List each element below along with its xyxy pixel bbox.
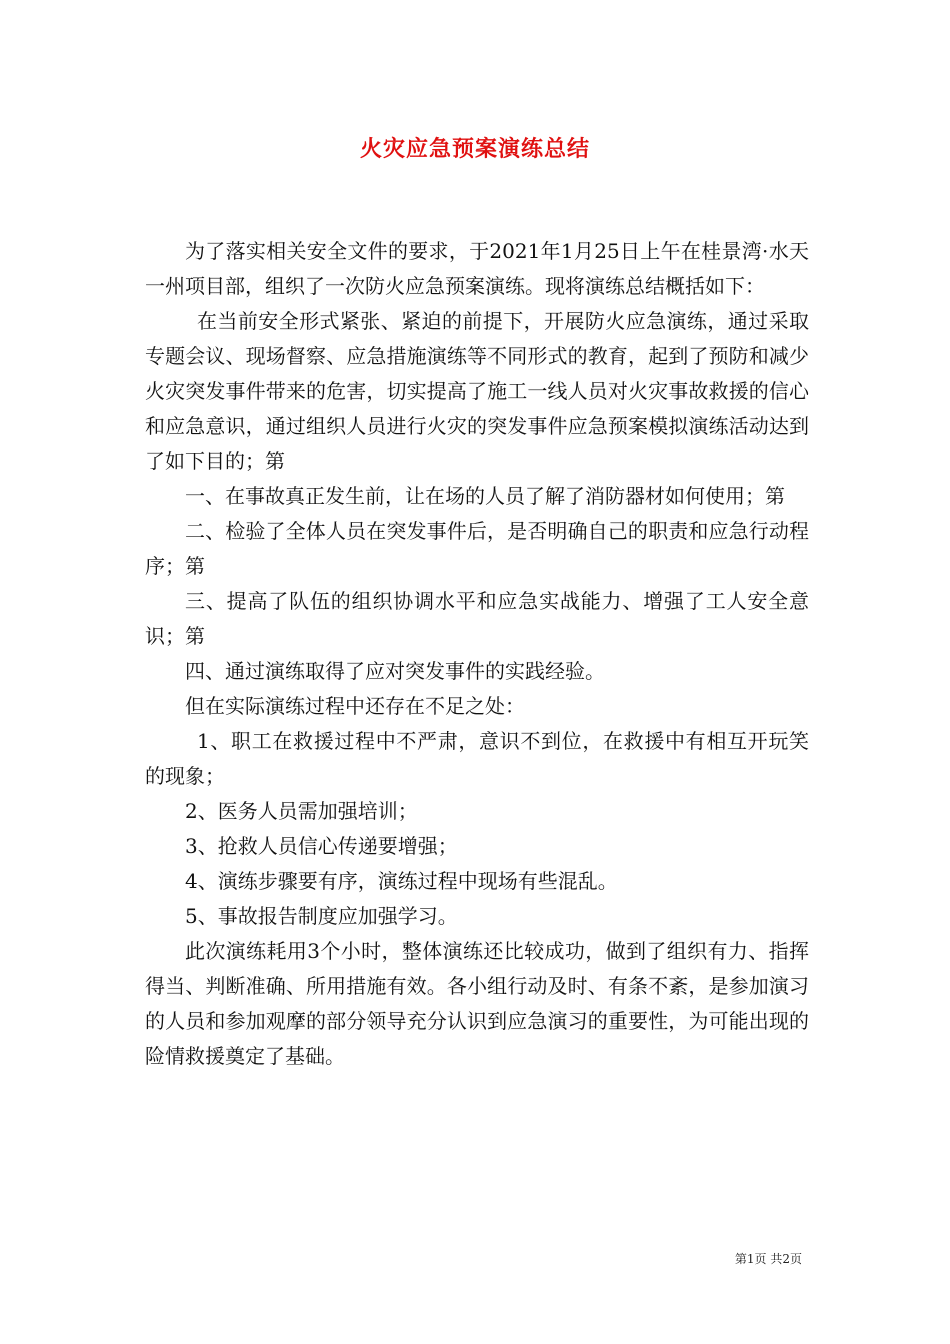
paragraph-goal-3: 三、提高了队伍的组织协调水平和应急实战能力、增强了工人安全意识；第 [145, 589, 809, 648]
paragraph-shortcoming-2: 2、医务人员需加强培训； [185, 799, 418, 823]
paragraph-shortcoming-1: 1、职工在救援过程中不严肃，意识不到位，在救援中有相互开玩笑的现象； [145, 729, 809, 788]
paragraph-shortcoming-4: 4、演练步骤要有序，演练过程中现场有些混乱。 [185, 869, 618, 893]
document-title: 火灾应急预案演练总结 [359, 136, 590, 162]
paragraph-goal-2: 二、检验了全体人员在突发事件后，是否明确自己的职责和应急行动程序；第 [145, 519, 809, 578]
paragraph-shortcomings-intro: 但在实际演练过程中还存在不足之处： [185, 694, 525, 718]
paragraph-conclusion: 此次演练耗用3个小时，整体演练还比较成功，做到了组织有力、指挥得当、判断准确、所用措施有效。各小组行动及时、有条不紊，是参加演习的人员和参加观摩的部分领导充分认识到应急演习的重要性，为可能出现的险情救援奠定了基础。 [145, 939, 809, 1068]
paragraph-goal-1: 一、在事故真正发生前，让在场的人员了解了消防器材如何使用；第 [185, 484, 785, 508]
document-body [145, 234, 809, 1074]
paragraph-shortcoming-5: 5、事故报告制度应加强学习。 [185, 904, 458, 928]
paragraph-intro: 为了落实相关安全文件的要求，于2021年1月25日上午在桂景湾·水天一州项目部，组织了一次防火应急预案演练。现将演练总结概括如下： [145, 239, 809, 298]
paragraph-shortcoming-3: 3、抢救人员信心传递要增强； [185, 834, 458, 858]
page-indicator: 第1页 共2页 [734, 1252, 802, 1266]
paragraph-context: 在当前安全形式紧张、紧迫的前提下，开展防火应急演练，通过采取专题会议、现场督察、应急措施演练等不同形式的教育，起到了预防和减少火灾突发事件带来的危害，切实提高了施工一线人员对火灾事故救援的信心和应急意识，通过组织人员进行火灾的突发事件应急预案模拟演练活动达到了如下目的；第 [145, 309, 809, 473]
paragraph-goal-4: 四、通过演练取得了应对突发事件的实践经验。 [185, 659, 605, 683]
